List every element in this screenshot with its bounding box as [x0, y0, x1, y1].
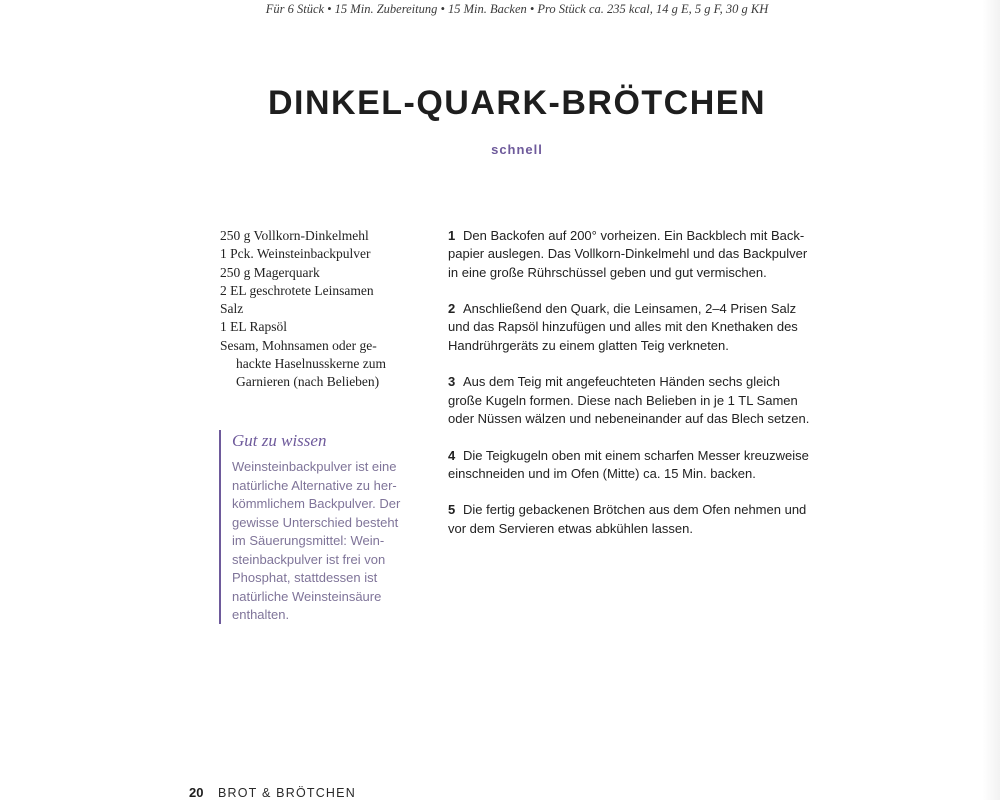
step-number: 3	[448, 374, 456, 390]
step-1	[448, 227, 809, 282]
section-title: BROT & BRÖTCHEN	[218, 786, 356, 800]
step-text: Aus dem Teig mit angefeuchteten Händen sechs gleich	[463, 374, 781, 390]
tip-line: steinbackpulver ist frei von	[232, 551, 386, 567]
tip-line: gewisse Unterschied besteht	[232, 514, 399, 530]
ingredient-line: 1 Pck. Weinsteinbackpulver	[220, 246, 371, 262]
step-line: in eine große Rührschüssel geben und gut vermischen.	[448, 264, 767, 280]
page-number: 20	[189, 785, 204, 800]
tip-line: natürliche Alternative zu her-	[232, 477, 397, 493]
step-text: Anschließend den Quark, die Leinsamen, 2–4 Prisen Salz	[463, 301, 797, 317]
ingredient-line: 2 EL geschrotete Leinsamen	[220, 282, 374, 298]
step-3	[448, 373, 809, 428]
tip-line: natürliche Weinsteinsäure	[232, 588, 382, 604]
tip-line: enthalten.	[232, 607, 290, 622]
tip-text	[232, 458, 400, 625]
tip-line: kömmlichem Backpulver. Der	[232, 496, 401, 511]
step-line: vor dem Servieren etwas abkühlen lassen.	[448, 520, 693, 536]
step-line: große Kugeln formen. Diese nach Belieben in je 1 TL Samen	[448, 392, 798, 408]
step-line	[448, 300, 809, 318]
step-line: oder Nüssen wälzen und nebeneinander auf das Blech setzen.	[448, 410, 810, 426]
step-text: Den Backofen auf 200° vorheizen. Ein Backblech mit Back-	[463, 228, 805, 243]
ingredient-line: Salz	[220, 301, 244, 317]
tip-line: Weinsteinbackpulver ist eine	[232, 459, 397, 474]
step-5	[448, 501, 809, 538]
tip-heading: Gut zu wissen	[232, 431, 327, 450]
step-line: Handrührgeräts zu einem glatten Teig verkneten.	[448, 337, 729, 353]
step-4	[448, 447, 809, 484]
step-text: Die Teigkugeln oben mit einem scharfen Messer kreuzweise	[463, 447, 809, 463]
step-line: und das Rapsöl hinzufügen und alles mit den Knethaken des	[448, 319, 798, 335]
tip-line: im Säuerungsmittel: Wein-	[232, 533, 385, 548]
step-line	[448, 373, 809, 391]
step-line: einschneiden und im Ofen (Mitte) ca. 15 Min. backen.	[448, 465, 756, 481]
step-line	[448, 501, 809, 519]
recipe-title: DINKEL-QUARK-BRÖTCHEN	[267, 84, 767, 122]
ingredient-line: 1 EL Rapsöl	[220, 319, 287, 335]
step-line	[448, 447, 809, 465]
recipe-tag: schnell	[491, 142, 543, 157]
step-2	[448, 300, 809, 355]
page-edge-shadow	[982, 0, 1000, 800]
step-number: 5	[448, 502, 456, 518]
ingredient-line: 250 g Magerquark	[220, 264, 320, 280]
step-number: 4	[448, 447, 456, 463]
tip-line: Phosphat, stattdessen ist	[232, 570, 378, 585]
ingredient-line-continued: hackte Haselnusskerne zum	[236, 356, 386, 372]
instruction-steps	[448, 227, 809, 556]
step-line: papier auslegen. Das Vollkorn-Dinkelmehl und das Backpulver	[448, 246, 808, 262]
ingredient-line: 250 g Vollkorn-Dinkelmehl	[220, 228, 369, 243]
ingredient-list	[220, 227, 386, 392]
ingredient-line: Sesam, Mohnsamen oder ge-	[220, 337, 377, 353]
step-number: 1	[448, 228, 456, 243]
ingredient-line-continued: Garnieren (nach Belieben)	[236, 374, 380, 390]
step-text: Die fertig gebackenen Brötchen aus dem Ofen nehmen und	[463, 502, 807, 518]
step-number: 2	[448, 301, 456, 317]
step-line	[448, 227, 809, 245]
tip-box	[219, 430, 421, 624]
recipe-meta-info: Für 6 Stück • 15 Min. Zubereitung • 15 Min. Backen • Pro Stück ca. 235 kcal, 14 g E, 5 g F, 30 g KH	[265, 2, 769, 16]
